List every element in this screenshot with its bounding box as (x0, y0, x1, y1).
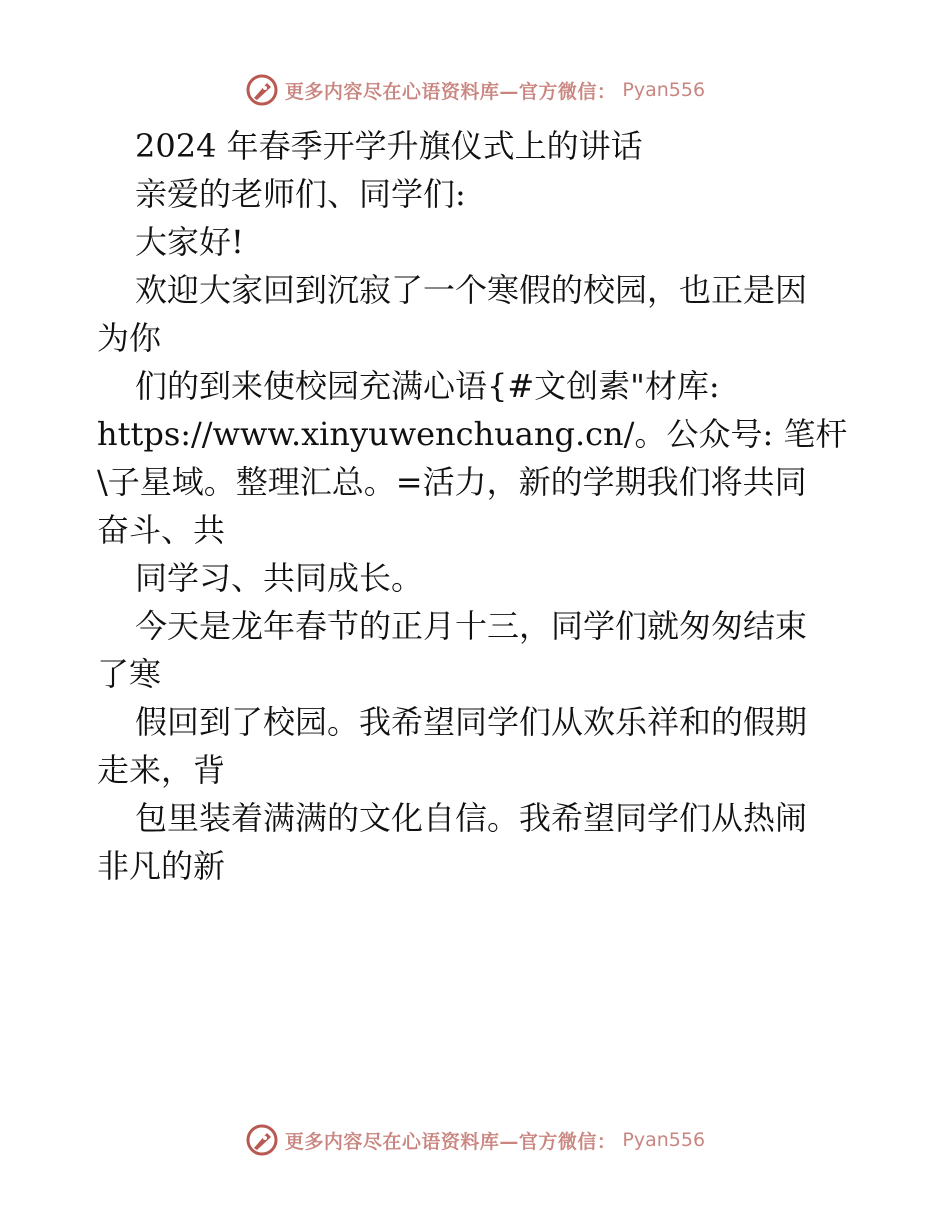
paragraph-line: https://www.xinyuwenchuang.cn/。公众号: 笔杆 (97, 415, 848, 453)
paragraph-line: 假回到了校园。我希望同学们从欢乐祥和的假期 (135, 703, 808, 741)
document-body (97, 122, 857, 890)
paragraph-line: 走来，背 (97, 751, 226, 789)
header-banner (0, 70, 950, 110)
paragraph-line: 大家好! (135, 223, 244, 261)
banner-text: 更多内容尽在心语资料库—官方微信： (284, 80, 617, 103)
paragraph-line: 亲爱的老师们、同学们: (135, 175, 466, 213)
paragraph-line: 同学习、共同成长。 (135, 559, 424, 597)
paragraph-line: 包里装着满满的文化自信。我希望同学们从热闹 (135, 799, 808, 837)
paragraph-line: 非凡的新 (97, 847, 226, 885)
paragraph-line: 奋斗、共 (97, 511, 226, 549)
pen-nib-logo-icon (245, 1123, 279, 1157)
paragraph-line: 为你 (97, 319, 162, 357)
paragraph-line: 今天是龙年春节的正月十三，同学们就匆匆结束 (135, 607, 808, 645)
banner-text: 更多内容尽在心语资料库—官方微信： (284, 1130, 617, 1153)
footer-banner (0, 1120, 950, 1160)
banner-wechat-id: Pyan556 (622, 79, 706, 101)
paragraph-line: 们的到来使校园充满心语{#文创素"材库: (135, 367, 720, 405)
pen-nib-logo-icon (245, 73, 279, 107)
paragraph-line: 欢迎大家回到沉寂了一个寒假的校园，也正是因 (135, 271, 808, 309)
paragraph-line: \子星域。整理汇总。=活力，新的学期我们将共同 (97, 463, 807, 501)
banner-wechat-id: Pyan556 (622, 1129, 706, 1151)
document-title: 2024 年春季开学升旗仪式上的讲话 (135, 127, 643, 165)
paragraph-line: 了寒 (97, 655, 162, 693)
